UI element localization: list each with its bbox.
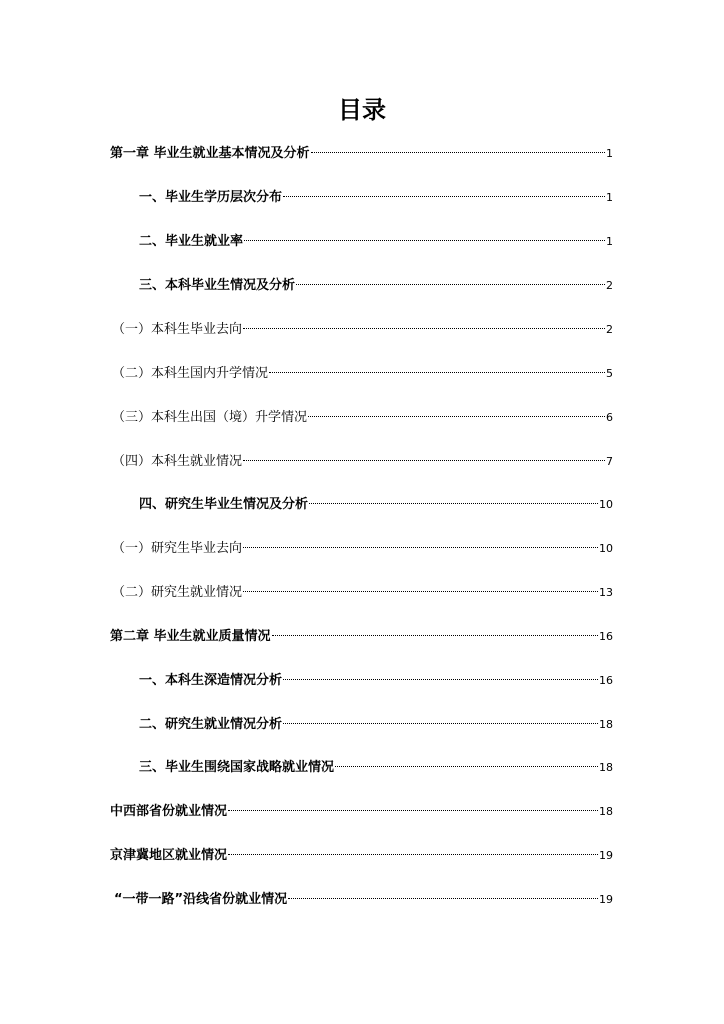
toc-entry-label: 第二章 毕业生就业质量情况 (110, 629, 271, 644)
toc-entry-page: 18 (599, 761, 613, 774)
toc-entry[interactable] (110, 627, 613, 647)
toc-entry-label: （二）研究生就业情况 (112, 585, 243, 600)
toc-entry-page: 10 (599, 498, 613, 511)
dot-leader (244, 240, 605, 241)
toc-entry-label: 第一章 毕业生就业基本情况及分析 (110, 146, 310, 161)
toc-entry-page: 16 (599, 674, 613, 687)
toc-entry[interactable] (112, 408, 613, 428)
toc-entry-label: 四、研究生毕业生情况及分析 (139, 497, 309, 512)
toc-entry-page: 18 (599, 805, 613, 818)
dot-leader (243, 460, 605, 461)
dot-leader (269, 372, 605, 373)
toc-entry-page: 1 (606, 235, 613, 248)
toc-entry-page: 6 (606, 411, 613, 424)
toc-entry-page: 2 (606, 279, 613, 292)
toc-entry-label: （四）本科生就业情况 (112, 454, 243, 469)
toc-entry-label: 二、毕业生就业率 (139, 234, 244, 249)
toc-entry-label: （三）本科生出国（境）升学情况 (112, 410, 308, 425)
toc-entry-label: 三、毕业生围绕国家战略就业情况 (139, 760, 335, 775)
toc-title: 目录 (338, 96, 386, 124)
dot-leader (243, 547, 598, 548)
dot-leader (335, 766, 598, 767)
dot-leader (311, 152, 605, 153)
toc-entry-page: 13 (599, 586, 613, 599)
toc-entry-page: 1 (606, 147, 613, 160)
toc-entry-page: 18 (599, 718, 613, 731)
dot-leader (243, 591, 598, 592)
toc-entry-page: 7 (606, 455, 613, 468)
toc-entry[interactable] (110, 144, 613, 164)
dot-leader (283, 679, 598, 680)
toc-entry-label: 一、本科生深造情况分析 (139, 673, 283, 688)
toc-entry-page: 19 (599, 849, 613, 862)
toc-entry[interactable] (139, 276, 613, 296)
dot-leader (288, 898, 598, 899)
dot-leader (283, 723, 598, 724)
toc-entry[interactable] (112, 452, 613, 472)
toc-entry[interactable] (110, 802, 613, 822)
toc-entry-label: （一）本科生毕业去向 (112, 322, 243, 337)
toc-entry-label: 三、本科毕业生情况及分析 (139, 278, 296, 293)
toc-entry[interactable] (139, 715, 613, 735)
toc-entry[interactable] (139, 232, 613, 252)
dot-leader (296, 284, 605, 285)
toc-entry-page: 2 (606, 323, 613, 336)
toc-entry[interactable] (110, 846, 613, 866)
dot-leader (309, 503, 598, 504)
toc-entry[interactable] (139, 671, 613, 691)
toc-entry-label: 中西部省份就业情况 (110, 804, 228, 819)
toc-entry-page: 5 (606, 367, 613, 380)
toc-entry[interactable] (114, 890, 613, 910)
toc-entry-label: “一带一路”沿线省份就业情况 (114, 892, 288, 907)
dot-leader (243, 328, 605, 329)
toc-entry-page: 10 (599, 542, 613, 555)
toc-entry-page: 16 (599, 630, 613, 643)
toc-entry[interactable] (112, 364, 613, 384)
toc-entry[interactable] (112, 539, 613, 559)
dot-leader (228, 854, 598, 855)
toc-entry-page: 19 (599, 893, 613, 906)
dot-leader (228, 810, 598, 811)
toc-entry-page: 1 (606, 191, 613, 204)
toc-entry[interactable] (139, 188, 613, 208)
toc-entry[interactable] (112, 320, 613, 340)
toc-entry-label: 京津冀地区就业情况 (110, 848, 228, 863)
toc-entry[interactable] (139, 495, 613, 515)
dot-leader (283, 196, 605, 197)
toc-entry[interactable] (139, 758, 613, 778)
dot-leader (308, 416, 605, 417)
dot-leader (272, 635, 598, 636)
toc-entry-label: 二、研究生就业情况分析 (139, 717, 283, 732)
toc-entry-label: 一、毕业生学历层次分布 (139, 190, 283, 205)
toc-entry-label: （一）研究生毕业去向 (112, 541, 243, 556)
toc-entry[interactable] (112, 583, 613, 603)
toc-entry-label: （二）本科生国内升学情况 (112, 366, 269, 381)
